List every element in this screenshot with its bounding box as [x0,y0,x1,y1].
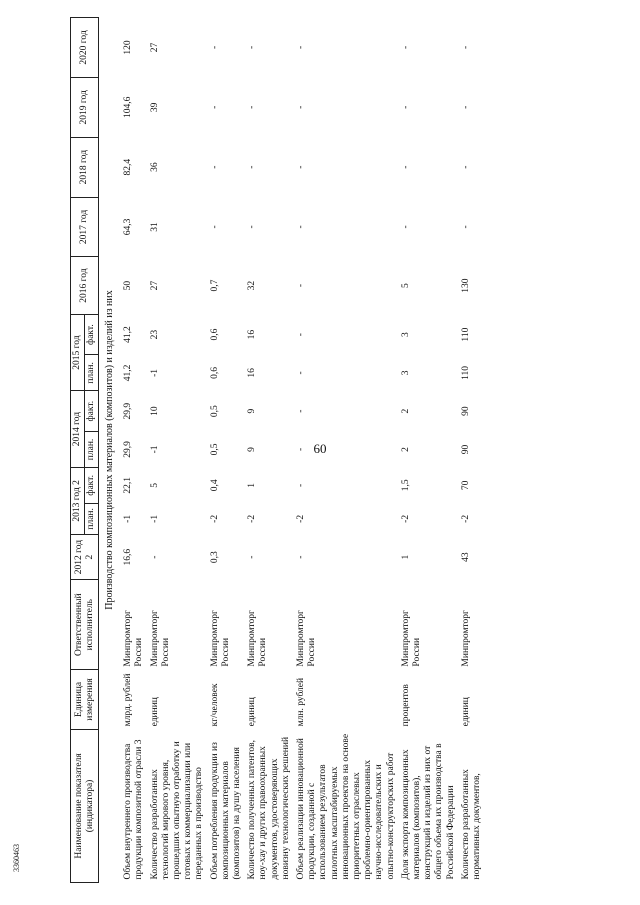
value-cell: 82,4 [123,158,134,176]
value-cell: 29,9 [123,402,134,420]
value-cell: - [400,105,411,109]
indicator-unit: единиц [247,697,258,727]
indicator-responsible: Минпромторг России [123,610,145,667]
value-cell: -1 [149,514,160,523]
value-cell: - [400,165,411,169]
value-cell: - [460,45,471,50]
header-2013-fact: факт. [85,467,99,503]
value-cell: - [247,225,258,229]
value-cell: 90 [460,444,471,455]
value-cell: 31 [149,222,160,232]
value-cell: - [400,225,411,229]
header-2020: 2020 год [71,18,99,78]
value-cell: 41,2 [123,326,134,343]
value-cell: 0,7 [209,279,220,292]
indicator-unit: единиц [460,697,471,727]
value-cell: 3 [400,370,411,376]
header-2014-fact: факт. [85,391,99,432]
value-cell: 120 [123,40,134,55]
value-cell: - [209,225,220,229]
table-header [71,18,99,883]
table-row [245,18,294,883]
table-row [121,18,147,883]
value-cell: - [209,165,220,169]
table-row [294,18,399,883]
value-cell: - [247,45,258,50]
indicator-responsible: Минпромторг России [400,610,423,667]
rotated-table-container [70,17,630,883]
indicator-name: Количество разработанных нормативных документов, [460,769,483,880]
value-cell: 41,2 [123,364,134,382]
value-cell: 22,1 [123,477,134,494]
indicator-name: Объем реализации инновационной продукции, созданной с использованием результатов пилотных масштабируемых инновационных проектов на основе приоритетных отраслевых проблемно-ориентированных научно-исследовательских и опытно-конструкторских работ [296,733,396,880]
value-cell: -1 [123,514,134,523]
value-cell: - [296,447,307,452]
header-2013: 2013 год 2 [71,467,85,534]
value-cell: - [247,555,258,559]
value-cell: -2 [460,514,471,523]
value-cell: 32 [247,280,258,291]
value-cell: 3 [400,332,411,337]
header-2015-fact: факт. [85,314,99,355]
value-cell: 1 [400,554,411,560]
header-2012: 2012 год 2 [71,534,99,579]
value-cell: - [209,105,220,109]
indicator-name: Объем потребления продукции из композиционных материалов (композитов) на душу населения [209,742,243,880]
indicator-name: Количество разработанных технологий мирового уровня, прошедших опытную отработку и готовых к коммерциализации или переданных в производство [149,741,205,880]
indicator-name: Объем внутреннего производства продукции композитной отрасли 3 [123,739,145,880]
header-unit: Единица измерения [71,670,99,730]
value-cell: 16 [247,329,258,340]
value-cell: 0,6 [209,366,220,379]
value-cell: - [460,105,471,109]
header-2014: 2014 год [71,391,85,468]
table-body [99,18,485,883]
value-cell: - [296,165,307,169]
value-cell: 16,6 [123,548,134,566]
value-cell: 50 [123,280,134,291]
value-cell: 27 [149,42,160,53]
table-row [148,18,208,883]
indicator-name: Доля экспорта композиционных материалов (композитов), конструкций и изделий из них от общего объема их производства в Российской Федерации [400,743,456,880]
value-cell: - [296,105,307,109]
indicator-unit: кг/человек [209,683,220,727]
indicators-table [70,17,485,883]
value-cell: 0,5 [209,405,220,418]
indicator-responsible: Минпромторг [460,610,471,667]
header-2016: 2016 год [71,257,99,314]
indicator-responsible: Минпромторг России [209,610,231,667]
section-title: Производство композиционных материалов (композитов) и изделий из них [104,290,116,610]
value-cell: 2 [400,447,411,452]
value-cell: 1,5 [400,479,411,492]
value-cell: 23 [149,329,160,340]
document-id: 3360463 [12,844,21,872]
value-cell: 0,6 [209,328,220,341]
header-responsible: Ответственный исполнитель [71,580,99,670]
indicator-unit: единиц [149,697,160,727]
value-cell: - [247,105,258,109]
indicator-responsible: Минпромторг России [247,610,269,667]
value-cell: 0,4 [209,479,220,492]
page-number: 60 [313,441,327,456]
value-cell: -1 [149,368,160,377]
value-cell: - [247,165,258,169]
value-cell: 16 [247,368,258,378]
value-cell: 1 [247,482,258,488]
value-cell: - [209,45,220,50]
value-cell: 9 [247,447,258,452]
value-cell: 70 [460,480,471,491]
indicator-name: Количество полученных патентов, ноу-хау и других правоохранных документов, удостоверяющих новизну технологических решений [247,736,291,880]
value-cell: - [296,283,307,288]
table-row [399,18,459,883]
value-cell: 110 [460,327,471,342]
value-cell: 10 [149,406,160,416]
value-cell: -2 [247,514,258,523]
value-cell: 0,3 [209,551,220,564]
value-cell: 110 [460,365,471,380]
header-2013-plan: план. [85,503,99,534]
indicator-unit: процентов [400,684,411,727]
indicator-responsible: Минпромторг России [296,610,318,667]
value-cell: 90 [460,406,471,416]
value-cell: - [296,333,307,337]
value-cell: -2 [296,514,307,523]
value-cell: 5 [400,283,411,288]
value-cell: 9 [247,408,258,414]
header-2014-plan: план. [85,432,99,468]
value-cell: - [296,225,307,229]
section-row [99,18,121,883]
header-2017: 2017 год [71,197,99,257]
header-2018: 2018 год [71,137,99,197]
value-cell: -1 [149,445,160,454]
value-cell: 5 [149,482,160,488]
value-cell: 27 [149,280,160,291]
header-2015-plan: план. [85,355,99,391]
value-cell: -2 [209,514,220,523]
value-cell: - [296,555,307,559]
value-cell: - [296,371,307,375]
header-2015: 2015 год [71,314,85,391]
indicator-unit: млрд. рублей [123,673,134,727]
indicator-unit: млн. рублей [296,677,307,727]
value-cell: - [296,409,307,413]
indicator-responsible: Минпромторг России [149,610,171,667]
value-cell: 39 [149,102,160,113]
value-cell: 29,9 [123,441,134,458]
header-2019: 2019 год [71,77,99,137]
table-row [208,18,246,883]
value-cell: 43 [460,552,471,562]
value-cell: - [400,45,411,50]
value-cell: - [149,555,160,559]
value-cell: 0,5 [209,443,220,456]
value-cell: 36 [149,162,160,172]
value-cell: -2 [400,514,411,523]
value-cell: - [460,225,471,229]
value-cell: - [296,45,307,50]
value-cell: 2 [400,408,411,414]
header-name: Наименование показателя (индикатора) [71,729,99,882]
value-cell: 130 [460,278,471,293]
value-cell: 64,3 [123,218,134,236]
value-cell: - [296,483,307,487]
value-cell: 104,6 [123,96,134,118]
table-row [459,18,485,883]
value-cell: - [460,165,471,169]
